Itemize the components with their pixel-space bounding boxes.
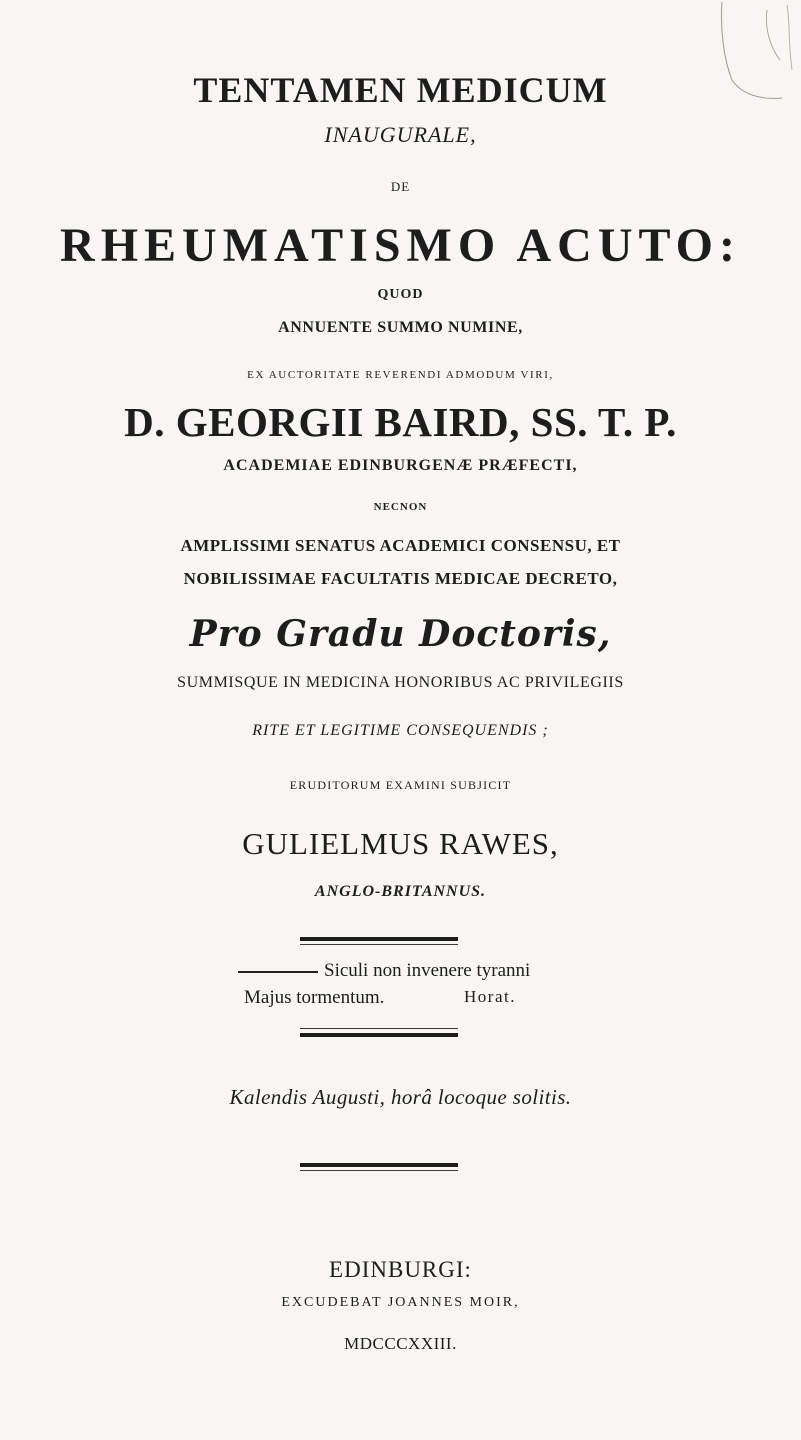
epigraph-text-1: Siculi non invenere tyranni <box>324 960 531 981</box>
text-eruditorum: ERUDITORUM EXAMINI SUBJICIT <box>289 778 512 792</box>
thesis-title: RHEUMATISMO ACUTO: <box>60 219 741 272</box>
imprint-printer: EXCUDEBAT JOANNES MOIR, <box>281 1295 520 1310</box>
rule-thin-top <box>300 944 458 945</box>
text-annuente: ANNUENTE SUMMO NUMINE, <box>278 319 523 336</box>
rule-thin-bottom <box>300 1170 458 1171</box>
text-rite: RITE ET LEGITIME CONSEQUENDIS ; <box>252 722 549 739</box>
epigraph-dash <box>238 971 318 973</box>
text-academiae: ACADEMIAE EDINBURGENÆ PRÆFECTI, <box>223 457 578 474</box>
date-line: Kalendis Augusti, horâ locoque solitis. <box>229 1085 572 1109</box>
text-senatus: AMPLISSIMI SENATUS ACADEMICI CONSENSU, ET <box>180 536 621 555</box>
epigraph-line-2: Majus tormentum. <box>244 987 385 1008</box>
author-name: GULIELMUS RAWES, <box>242 826 559 861</box>
author-nationality: ANGLO-BRITANNUS. <box>314 883 487 900</box>
degree-line: Pro Gradu Doctoris, <box>189 613 612 655</box>
epigraph-line-1 <box>238 961 530 980</box>
imprint-place: EDINBURGI: <box>329 1257 472 1282</box>
principal-name: D. GEORGII BAIRD, SS. T. P. <box>124 399 677 445</box>
rule-heavy-bottom <box>300 1163 458 1167</box>
text-necnon: NECNON <box>373 501 428 513</box>
text-facultatis: NOBILISSIMAE FACULTATIS MEDICAE DECRETO, <box>183 569 618 588</box>
title-line-inaugurale: INAUGURALE, <box>324 122 477 147</box>
epigraph-source: Horat. <box>464 987 516 1006</box>
title-line-de: DE <box>390 179 411 194</box>
imprint-year: MDCCCXXIII. <box>344 1334 457 1353</box>
text-summisque: SUMMISQUE IN MEDICINA HONORIBUS AC PRIVILEGIIS <box>177 674 624 691</box>
rule-thin-mid <box>300 1028 458 1029</box>
rule-heavy-mid <box>300 1033 458 1037</box>
text-auctoritate: EX AUCTORITATE REVERENDI ADMODUM VIRI, <box>247 369 554 381</box>
text-quod: QUOD <box>377 287 424 302</box>
title-line-tentamen: TENTAMEN MEDICUM <box>193 70 608 110</box>
rule-heavy-top <box>300 937 458 941</box>
